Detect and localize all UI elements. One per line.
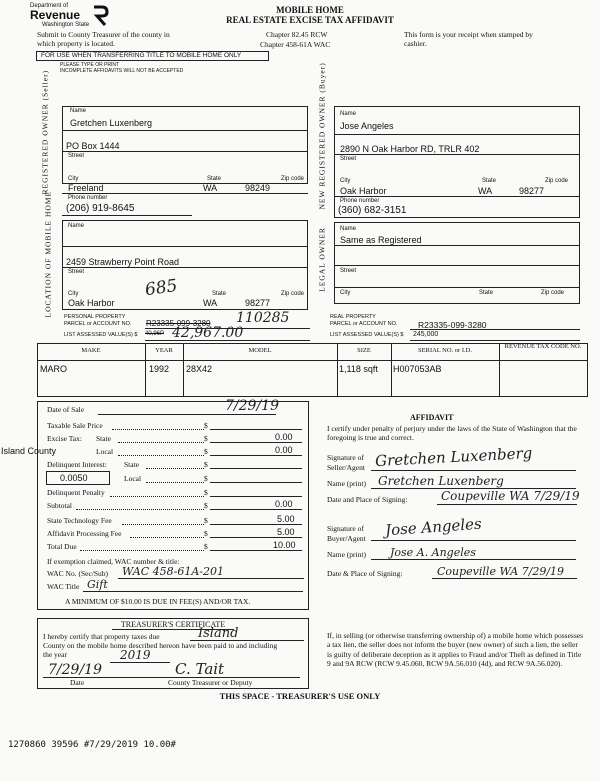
excise-local-value: 0.00 xyxy=(275,445,293,455)
location-city: Oak Harbor xyxy=(68,298,115,308)
date-of-sale-label: Date of Sale xyxy=(47,405,85,414)
table-header-year: YEAR xyxy=(155,347,173,354)
agency-line1: Department of xyxy=(30,3,69,9)
buyer-name: Jose Angeles xyxy=(340,121,394,131)
minimum-notice: A MINIMUM OF $10.00 IS DUE IN FEE(S) AND/OR TAX. xyxy=(65,597,251,606)
instruction-type: PLEASE TYPE OR PRINT xyxy=(60,62,120,68)
table-header-serial: SERIAL NO. or I.D. xyxy=(418,347,472,354)
legal-street-label: Street xyxy=(340,268,357,274)
treasurer-year: 2019 xyxy=(120,648,151,662)
seller-street-label: Street xyxy=(68,153,85,159)
seller-state: WA xyxy=(203,183,218,193)
location-street-label: Street xyxy=(68,269,85,275)
seller-date-place-label: Date and Place of Signing: xyxy=(327,495,408,504)
interest-local-label: Local xyxy=(124,474,142,483)
table-model: 28X42 xyxy=(186,364,213,374)
buyer-name-label: Name xyxy=(340,111,357,117)
seller-zip: 98249 xyxy=(245,183,271,193)
seller-print: Gretchen Luxenberg xyxy=(378,474,504,488)
receipt-line: 1270860 39596 #7/29/2019 10.00# xyxy=(8,740,176,750)
legal-state-label: State xyxy=(479,290,494,296)
location-street: 2459 Strawberry Point Road xyxy=(66,257,180,267)
tech-fee-value: 5.00 xyxy=(277,514,295,524)
treasurer-date: 7/29/19 xyxy=(48,662,102,678)
form-title-1: MOBILE HOME xyxy=(276,5,344,15)
wac-title-label: WAC Title xyxy=(47,582,80,591)
table-header-model: MODEL xyxy=(248,347,272,354)
seller-city-label: City xyxy=(68,176,79,182)
legal-zip-label: Zip code xyxy=(541,290,565,296)
exemption-label: If exemption claimed, WAC number & title: xyxy=(47,557,180,566)
affidavit-fee-label: Affidavit Processing Fee xyxy=(47,529,122,538)
buyer-phone-label: Phone number xyxy=(340,198,380,204)
buyer-sig-label: Signature of Buyer/Agent xyxy=(327,524,366,543)
table-make: MARO xyxy=(40,364,67,374)
buyer-signature: Jose Angeles xyxy=(384,514,483,540)
county-name: Island County xyxy=(1,446,57,456)
table-header-size: SIZE xyxy=(357,347,371,354)
form-page: Department of Revenue Washington State MOBILE HOME REAL ESTATE EXCISE TAX AFFIDAVIT Submit to County Treasurer of the county in which property is located. Chapter 82.45 RCW Chapter 458-61A WAC This form is your receipt when stamped by cashier. FOR USE WHEN TRANSFERRING TITLE TO MOBILE HOME ONLY PLEASE TYPE OR PRINT INCOMPLETE AFFIDAVITS WILL NOT BE ACCEPTED REGISTERED OWNER (Seller) Name Gretchen Luxenberg PO Box 1444 Street City State Zip code Freeland WA 98249 Phone number (206) 919-8645 NEW REGISTERED OWNER (Buyer) Name Jose Angeles 2890 N Oak Harbor RD, TRLR 402 Street City State Zip code Oak Harbor WA 98277 Phone number (360) 682-3151 LOCATION OF MOBILE HOME Name 2459 Strawberry Point Road Street City State Zip code Oak Harbor WA 98277 685 LEGAL OWNER Name Same as Registered Street City State Zip code PERSONAL PROPERTY PARCEL or ACCOUNT NO. R23335-099-3280 110285 LIST ASSESSED VALUE(S) $ 40,96P 42,967.00 REAL PROPERTY PARCEL or ACCOUNT NO. R23335-099-3280 LIST ASSESSED VALUE(S) $ 245,000 MAKE YEAR MODEL SIZE SERIAL NO. or I.D. REVENUE TAX CODE NO. MARO 1992 28X42 1,118 sqft H007053AB Date of Sale 7/29/19 Taxable Sale Price $ Excise Tax: State $ 0.00 Island County Local $ 0.00 Delinquent Interest: State $ 0.0050 Local $ Delinquent Penalty $ Subtotal $ 0.00 State Technology Fee $ 5.00 Affidavit Processing Fee $ 5.00 Total Due $ 10.00 If exemption claimed, WAC number & title: WAC No. (Sec/Sub) WAC 458-61A-201 WAC Title Gift A MINIMUM OF $10.00 IS DUE IN FEE(S) AND/OR TAX. AFFIDAVIT I certify under penalty of perjury under the laws of the State of Washington that the foregoing is true and correct. Signature of Seller/Agent Gretchen Luxenberg Name (print) Gretchen Luxenberg Date and Place of Signing: Coupeville WA 7/29/19 Signature of Buyer/Agent Jose Angeles Name (print) Jose A. Angeles Date & Place of Signing: Coupeville WA 7/29/19 TREASURER'S CERTIFICATE I hereby certify that property taxes due Island County on the mobile home described hereon have been paid to and including the year 2019 7/29/19 C. Tait Date County Treasurer or Deputy If, in selling (or otherwise transferring ownership of) a mobile home which possesses a tax lien, the seller does not inform the buyer (new owner) of such a lien, the seller is guilty of deliberate deception as it applies to Fraud and/or Theft as defined in Title 9 and 9A RCW (RCW 9.45.060, RCW 9A.56.010 (4d), and RCW 9A.56.020). THIS SPACE - TREASURER'S USE ONLY 1270860 39596 #7/29/2019 10.00# xyxy=(0,0,600,781)
chapter-rcw: Chapter 82.45 RCW xyxy=(266,30,328,39)
treasurer-sign-label: County Treasurer or Deputy xyxy=(168,678,253,687)
interest-state-label: State xyxy=(124,460,139,469)
buyer-date-place: Coupeville WA 7/29/19 xyxy=(437,565,565,578)
buyer-print: Jose A. Angeles xyxy=(390,546,476,559)
location-state-label: State xyxy=(212,291,227,297)
receipt-text: This form is your receipt when stamped by cashier. xyxy=(404,30,533,49)
seller-phone-label: Phone number xyxy=(68,195,108,201)
pp-parcel: R23335-099-3280 xyxy=(146,319,211,328)
total-due-label: Total Due xyxy=(47,542,77,551)
taxable-price-label: Taxable Sale Price xyxy=(47,421,103,430)
side-label-seller: REGISTERED OWNER (Seller) xyxy=(40,69,50,195)
real-property-label: REAL PROPERTY xyxy=(330,314,376,320)
buyer-street: 2890 N Oak Harbor RD, TRLR 402 xyxy=(340,144,480,154)
location-handwritten: 685 xyxy=(143,275,179,301)
location-zip-label: Zip code xyxy=(281,291,305,297)
buyer-state: WA xyxy=(478,186,493,196)
rp-parcel-label: PARCEL or ACCOUNT NO. xyxy=(330,321,398,327)
seller-name-label: Name xyxy=(70,108,87,114)
side-label-legal: LEGAL OWNER xyxy=(317,227,327,292)
delinquent-interest-label: Delinquent Interest: xyxy=(47,460,107,469)
submit-text: Submit to County Treasurer of the county in which property is located. xyxy=(37,30,170,49)
excise-local-label: Local xyxy=(96,447,114,456)
table-header-tax-code: REVENUE TAX CODE NO. xyxy=(504,343,582,350)
seller-print-label: Name (print) xyxy=(327,479,366,488)
buyer-zip: 98277 xyxy=(519,186,545,196)
affidavit-heading: AFFIDAVIT xyxy=(410,413,454,422)
table-header-make: MAKE xyxy=(81,347,101,354)
seller-zip-label: Zip code xyxy=(281,176,305,182)
location-state: WA xyxy=(203,298,218,308)
interest-rate: 0.0050 xyxy=(60,473,88,483)
buyer-city-label: City xyxy=(340,178,351,184)
legal-name-label: Name xyxy=(340,226,357,232)
lien-notice: If, in selling (or otherwise transferring ownership of) a mobile home which possesses a tax lien, the seller does not inform the buyer (new owner) of such a lien, the seller is guilty of deliberate deception as it applies to Fraud and/or Theft as defined in Title 9 and 9A RCW (RCW 9.45.060, RCW 9A.56.010 (4d), and RCW 9A.56.020). xyxy=(327,631,583,669)
affidavit-fee-value: 5.00 xyxy=(277,527,295,537)
use-banner: FOR USE WHEN TRANSFERRING TITLE TO MOBILE HOME ONLY xyxy=(36,51,269,61)
treasurer-text1: I hereby certify that property taxes due xyxy=(43,632,160,641)
rp-assessed: 245,000 xyxy=(413,331,439,338)
pp-assessed-handwritten: 42,967.00 xyxy=(172,325,244,341)
seller-street: PO Box 1444 xyxy=(66,141,120,151)
wac-no-label: WAC No. (Sec/Sub) xyxy=(47,569,109,578)
rp-parcel: R23335-099-3280 xyxy=(418,320,487,330)
delinquent-penalty-label: Delinquent Penalty xyxy=(47,488,105,497)
treasurer-heading: TREASURER'S CERTIFICATE xyxy=(120,620,226,629)
side-label-buyer: NEW REGISTERED OWNER (Buyer) xyxy=(317,62,327,210)
rp-assessed-label: LIST ASSESSED VALUE(S) $ xyxy=(330,332,404,338)
location-city-label: City xyxy=(68,291,79,297)
subtotal-label: Subtotal xyxy=(47,501,73,510)
pp-parcel-label: PARCEL or ACCOUNT NO. xyxy=(64,321,132,327)
buyer-city: Oak Harbor xyxy=(340,186,387,196)
seller-city: Freeland xyxy=(68,183,104,193)
pp-parcel-handwritten: 110285 xyxy=(236,310,290,326)
table-size: 1,118 sqft xyxy=(339,364,378,374)
personal-property-label: PERSONAL PROPERTY xyxy=(64,314,126,320)
side-label-location: LOCATION OF MOBILE HOME xyxy=(43,190,53,318)
table-year: 1992 xyxy=(149,364,170,374)
seller-signature: Gretchen Luxenberg xyxy=(374,443,533,471)
buyer-date-place-label: Date & Place of Signing: xyxy=(327,569,403,578)
wac-title: Gift xyxy=(87,578,108,591)
seller-state-label: State xyxy=(207,176,222,182)
treasurer-signature: C. Tait xyxy=(175,660,225,678)
buyer-street-label: Street xyxy=(340,156,357,162)
affidavit-certify: I certify under penalty of perjury under the laws of the State of Washington that the foregoing is true and correct. xyxy=(327,424,577,443)
seller-name: Gretchen Luxenberg xyxy=(70,118,153,128)
buyer-state-label: State xyxy=(482,178,497,184)
legal-name: Same as Registered xyxy=(340,235,422,245)
seller-phone: (206) 919-8645 xyxy=(66,203,135,214)
table-serial: H007053AB xyxy=(393,364,442,374)
date-of-sale: 7/29/19 xyxy=(225,398,279,414)
instruction-incomplete: INCOMPLETE AFFIDAVITS WILL NOT BE ACCEPTED xyxy=(60,68,184,74)
legal-city-label: City xyxy=(340,290,351,296)
buyer-zip-label: Zip code xyxy=(545,178,569,184)
buyer-print-label: Name (print) xyxy=(327,550,366,559)
treasurer-county: Island xyxy=(198,626,239,641)
chapter-wac: Chapter 458-61A WAC xyxy=(260,40,331,49)
total-due-value: 10.00 xyxy=(273,540,296,550)
pp-assessed-label: LIST ASSESSED VALUE(S) $ xyxy=(64,332,138,338)
seller-date-place: Coupeville WA 7/29/19 xyxy=(441,489,580,503)
subtotal-value: 0.00 xyxy=(275,499,293,509)
location-name-label: Name xyxy=(68,223,85,229)
location-zip: 98277 xyxy=(245,298,271,308)
wac-no: WAC 458-61A-201 xyxy=(122,565,224,578)
buyer-phone: (360) 682-3151 xyxy=(338,205,407,216)
excise-tax-label: Excise Tax: xyxy=(47,434,82,443)
treasurer-text2: County on the mobile home described hereon have been paid to and including the year xyxy=(43,641,278,660)
excise-state-label: State xyxy=(96,434,111,443)
pp-assessed-struck: 40,96P xyxy=(145,331,165,337)
treasurer-use-only: THIS SPACE - TREASURER'S USE ONLY xyxy=(219,691,381,701)
seller-sig-label: Signature of Seller/Agent xyxy=(327,453,365,472)
treasurer-date-label: Date xyxy=(70,678,85,687)
agency-line3: Washington State xyxy=(42,22,90,28)
form-title-2: REAL ESTATE EXCISE TAX AFFIDAVIT xyxy=(226,15,394,25)
agency-name: Revenue xyxy=(30,8,81,22)
tech-fee-label: State Technology Fee xyxy=(47,516,112,525)
excise-state-value: 0.00 xyxy=(275,432,293,442)
